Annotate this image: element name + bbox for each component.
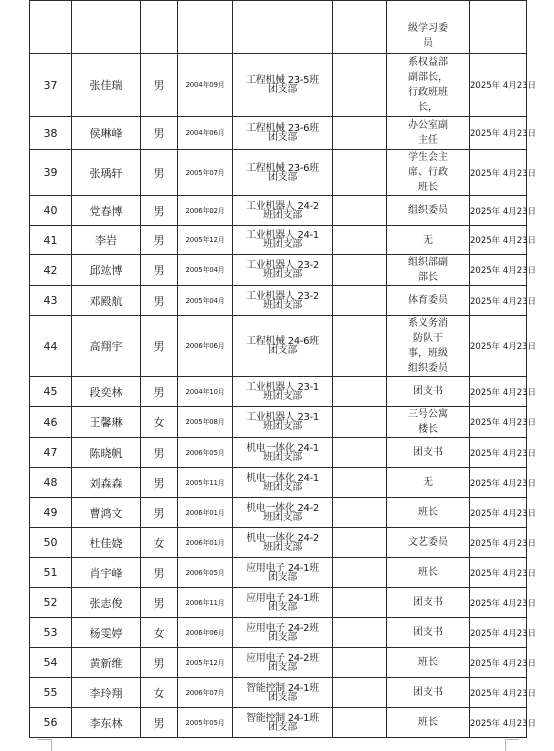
position-held <box>387 618 470 648</box>
position-line: 班长 <box>418 507 438 518</box>
league-branch-line: 团支部 <box>267 171 298 183</box>
review-date: 2025年 4月23日 <box>470 498 527 528</box>
row-number: 45 <box>30 377 72 407</box>
table-row <box>30 150 527 196</box>
league-branch <box>233 678 333 708</box>
position-held <box>387 558 470 588</box>
position-line: 文艺委员 <box>408 537 448 548</box>
crop-mark-right <box>505 739 519 740</box>
league-branch-line: 班团支部 <box>263 541 302 553</box>
league-branch <box>233 558 333 588</box>
league-branch-line: 工业机器人 24-1 <box>246 230 319 241</box>
empty-cell <box>333 316 387 377</box>
league-branch <box>233 438 333 468</box>
member-gender: 男 <box>141 316 178 377</box>
birth-month: 2005年12月 <box>178 226 233 255</box>
birth-month: 2006年06月 <box>178 316 233 377</box>
league-branch-line: 机电一体化 24-2 <box>246 532 319 544</box>
position-line: 主任 <box>418 135 438 146</box>
empty-cell <box>333 498 387 528</box>
review-date: 2025年 4月23日 <box>470 286 527 316</box>
row-number: 53 <box>30 618 72 648</box>
empty-cell <box>333 54 387 117</box>
review-date: 2025年 4月23日 <box>470 468 527 498</box>
league-branch-line: 应用电子 24-1班 <box>246 592 319 604</box>
position-line: 三号公寓 <box>408 409 448 420</box>
league-branch-line: 工业机器人 24-2 <box>246 200 319 212</box>
birth-month: 2005年07月 <box>178 150 233 196</box>
member-name: 肖宇峰 <box>72 558 141 588</box>
row-number: 37 <box>30 54 72 117</box>
review-date <box>470 1 527 54</box>
member-gender: 男 <box>141 377 178 407</box>
row-number: 49 <box>30 498 72 528</box>
league-branch <box>233 498 333 528</box>
table-row <box>30 648 527 678</box>
league-branch-line: 工程机械 24-6班 <box>246 336 319 347</box>
league-branch-line: 智能控制 24-1班 <box>246 682 319 694</box>
empty-cell <box>333 648 387 678</box>
position-line: 办公室副 <box>408 120 448 131</box>
row-number: 42 <box>30 255 72 286</box>
member-name: 张志俊 <box>72 588 141 618</box>
row-number: 39 <box>30 150 72 196</box>
table-row <box>30 407 527 438</box>
birth-month: 2006年05月 <box>178 438 233 468</box>
league-branch-line: 机电一体化 24-1 <box>246 442 319 454</box>
empty-cell <box>333 286 387 316</box>
league-branch-line: 智能控制 24-1班 <box>246 712 319 724</box>
league-branch-line: 应用电子 24-2班 <box>246 622 319 634</box>
birth-month: 2004年10月 <box>178 377 233 407</box>
position-line: 员 <box>423 38 433 49</box>
league-branch-line: 团支部 <box>267 631 298 643</box>
table-row <box>30 468 527 498</box>
position-held <box>387 150 470 196</box>
member-gender: 女 <box>141 407 178 438</box>
league-branch-line: 工程机械 23-6班 <box>246 123 319 134</box>
league-branch <box>233 1 333 54</box>
position-line: 副部长， <box>408 72 448 83</box>
league-branch-line: 团支部 <box>267 721 298 733</box>
position-line: 组织部副 <box>408 257 448 268</box>
position-line: 团支书 <box>413 386 443 397</box>
league-branch <box>233 117 333 150</box>
birth-month: 2006年06月 <box>178 618 233 648</box>
empty-cell <box>333 588 387 618</box>
member-gender: 女 <box>141 618 178 648</box>
row-number: 55 <box>30 678 72 708</box>
position-line: 无 <box>423 234 433 246</box>
member-gender: 男 <box>141 196 178 226</box>
row-number: 40 <box>30 196 72 226</box>
member-name: 李东林 <box>72 708 141 738</box>
position-line: 级学习委 <box>408 23 448 34</box>
position-held <box>387 226 470 255</box>
position-held <box>387 117 470 150</box>
position-line: 团支书 <box>413 597 443 608</box>
member-gender: 男 <box>141 150 178 196</box>
league-branch-line: 机电一体化 24-1 <box>246 472 319 484</box>
table-row <box>30 558 527 588</box>
member-name: 高翔宇 <box>72 316 141 377</box>
position-line: 组织委员 <box>408 363 448 374</box>
position-held <box>387 528 470 558</box>
crop-mark-left <box>37 739 51 740</box>
review-date: 2025年 4月23日 <box>470 558 527 588</box>
member-gender: 男 <box>141 648 178 678</box>
table-row <box>30 708 527 738</box>
empty-cell <box>333 468 387 498</box>
position-held <box>387 316 470 377</box>
member-gender <box>141 1 178 54</box>
member-gender: 男 <box>141 468 178 498</box>
birth-month: 2004年06月 <box>178 117 233 150</box>
member-gender: 男 <box>141 226 178 255</box>
table-row <box>30 498 527 528</box>
member-name: 刘森森 <box>72 468 141 498</box>
league-branch-line: 班团支部 <box>263 390 302 402</box>
league-branch <box>233 648 333 678</box>
position-held <box>387 377 470 407</box>
row-number: 52 <box>30 588 72 618</box>
row-number: 44 <box>30 316 72 377</box>
position-line: 楼长 <box>418 424 438 435</box>
review-date: 2025年 4月23日 <box>470 438 527 468</box>
member-name: 党春博 <box>72 196 141 226</box>
member-name: 王馨琳 <box>72 407 141 438</box>
row-number: 54 <box>30 648 72 678</box>
review-date: 2025年 4月23日 <box>470 54 527 117</box>
birth-month: 2005年04月 <box>178 255 233 286</box>
position-held <box>387 498 470 528</box>
table-row <box>30 678 527 708</box>
review-date: 2025年 4月23日 <box>470 648 527 678</box>
crop-mark-right-vertical <box>505 739 506 751</box>
position-held <box>387 468 470 498</box>
league-branch-line: 应用电子 24-2班 <box>246 652 319 664</box>
league-branch <box>233 618 333 648</box>
review-date: 2025年 4月23日 <box>470 708 527 738</box>
member-name: 杜佳娆 <box>72 528 141 558</box>
member-name: 张瑀轩 <box>72 150 141 196</box>
review-date: 2025年 4月23日 <box>470 588 527 618</box>
member-name: 曹鸿文 <box>72 498 141 528</box>
table-row <box>30 618 527 648</box>
table-row <box>30 117 527 150</box>
review-date: 2025年 4月23日 <box>470 377 527 407</box>
member-name: 段奕林 <box>72 377 141 407</box>
position-line: 班长 <box>418 657 438 668</box>
league-branch-line: 团支部 <box>267 84 298 95</box>
birth-month: 2006年01月 <box>178 498 233 528</box>
position-held <box>387 54 470 117</box>
empty-cell <box>333 438 387 468</box>
league-branch <box>233 528 333 558</box>
table-row <box>30 255 527 286</box>
empty-cell <box>333 678 387 708</box>
position-held <box>387 286 470 316</box>
empty-cell <box>333 377 387 407</box>
league-branch-line: 工业机器人 23-2 <box>246 260 319 271</box>
position-line: 无 <box>423 477 433 488</box>
row-number: 38 <box>30 117 72 150</box>
review-date: 2025年 4月23日 <box>470 255 527 286</box>
league-branch-line: 团支部 <box>267 345 298 356</box>
league-branch-line: 工业机器人 23-1 <box>246 412 319 423</box>
league-branch-line: 班团支部 <box>263 421 302 432</box>
position-held <box>387 1 470 54</box>
league-branch-line: 应用电子 24-1班 <box>246 562 319 574</box>
empty-cell <box>333 150 387 196</box>
league-branch-line: 班团支部 <box>263 451 302 463</box>
member-gender: 男 <box>141 54 178 117</box>
birth-month: 2006年11月 <box>178 588 233 618</box>
league-branch-line: 团支部 <box>267 571 298 583</box>
empty-cell <box>333 558 387 588</box>
table-row <box>30 377 527 407</box>
member-roster-table <box>29 0 537 738</box>
member-name <box>72 1 141 54</box>
table-row <box>30 316 527 377</box>
table-row <box>30 438 527 468</box>
league-branch-line: 工业机器人 23-2 <box>246 290 319 302</box>
row-number: 56 <box>30 708 72 738</box>
birth-month: 2006年05月 <box>178 558 233 588</box>
position-line: 学生会主 <box>408 152 448 163</box>
member-gender: 男 <box>141 558 178 588</box>
row-number: 43 <box>30 286 72 316</box>
birth-month: 2006年02月 <box>178 196 233 226</box>
league-branch-line: 团支部 <box>267 132 298 143</box>
position-line: 长， <box>418 102 438 113</box>
league-branch-line: 机电一体化 24-2 <box>246 502 319 514</box>
birth-month: 2005年12月 <box>178 648 233 678</box>
league-branch-line: 班团支部 <box>263 481 302 493</box>
position-line: 组织委员 <box>408 205 448 216</box>
table-row <box>30 528 527 558</box>
birth-month: 2006年01月 <box>178 528 233 558</box>
crop-mark-left-vertical <box>51 739 52 751</box>
empty-cell <box>333 1 387 54</box>
position-held <box>387 588 470 618</box>
member-name: 陈晓帆 <box>72 438 141 468</box>
table-row <box>30 54 527 117</box>
empty-cell <box>333 407 387 438</box>
member-gender: 男 <box>141 255 178 286</box>
row-number: 50 <box>30 528 72 558</box>
league-branch <box>233 286 333 316</box>
league-branch <box>233 226 333 255</box>
member-name: 李玲翔 <box>72 678 141 708</box>
member-gender: 男 <box>141 708 178 738</box>
member-name: 黄新维 <box>72 648 141 678</box>
birth-month: 2005年11月 <box>178 468 233 498</box>
position-line: 团支书 <box>413 447 443 458</box>
league-branch-line: 班团支部 <box>263 299 302 311</box>
birth-month <box>178 1 233 54</box>
position-line: 席、行政 <box>408 167 448 178</box>
member-gender: 男 <box>141 498 178 528</box>
birth-month: 2006年07月 <box>178 678 233 708</box>
league-branch <box>233 255 333 286</box>
position-line: 班长 <box>418 717 438 728</box>
position-line: 系权益部 <box>408 57 448 68</box>
member-name: 邱竑博 <box>72 255 141 286</box>
empty-cell <box>333 117 387 150</box>
league-branch-line: 团支部 <box>267 691 298 703</box>
position-held <box>387 708 470 738</box>
league-branch-line: 班团支部 <box>263 269 302 280</box>
table-row <box>30 1 527 54</box>
member-gender: 男 <box>141 588 178 618</box>
member-name: 李岩 <box>72 226 141 255</box>
position-line: 系义务消 <box>408 318 448 329</box>
member-gender: 男 <box>141 438 178 468</box>
member-gender: 男 <box>141 286 178 316</box>
league-branch-line: 工程机械 23-5班 <box>246 75 319 86</box>
league-branch-line: 工程机械 23-6班 <box>246 162 319 174</box>
league-branch-line: 工业机器人 23-1 <box>246 381 319 393</box>
league-branch <box>233 196 333 226</box>
league-branch <box>233 54 333 117</box>
league-branch <box>233 377 333 407</box>
review-date: 2025年 4月23日 <box>470 407 527 438</box>
birth-month: 2005年08月 <box>178 407 233 438</box>
review-date: 2025年 4月23日 <box>470 150 527 196</box>
review-date: 2025年 4月23日 <box>470 316 527 377</box>
position-held <box>387 648 470 678</box>
league-branch <box>233 588 333 618</box>
empty-cell <box>333 196 387 226</box>
review-date: 2025年 4月23日 <box>470 117 527 150</box>
position-line: 防队干 <box>413 333 443 344</box>
birth-month: 2004年09月 <box>178 54 233 117</box>
empty-cell <box>333 226 387 255</box>
league-branch-line: 团支部 <box>267 601 298 613</box>
position-line: 团支书 <box>413 687 443 698</box>
review-date: 2025年 4月23日 <box>470 678 527 708</box>
review-date: 2025年 4月23日 <box>470 226 527 255</box>
league-branch-line: 团支部 <box>267 661 298 673</box>
position-line: 事，班级 <box>408 348 448 359</box>
empty-cell <box>333 528 387 558</box>
row-number: 46 <box>30 407 72 438</box>
empty-cell <box>333 255 387 286</box>
row-number: 51 <box>30 558 72 588</box>
row-number <box>30 1 72 54</box>
position-held <box>387 678 470 708</box>
position-line: 班长 <box>418 182 438 193</box>
position-line: 体育委员 <box>408 295 448 306</box>
member-name: 杨雯婷 <box>72 618 141 648</box>
empty-cell <box>333 618 387 648</box>
position-held <box>387 407 470 438</box>
league-branch-line: 班团支部 <box>263 239 302 250</box>
review-date: 2025年 4月23日 <box>470 618 527 648</box>
member-name: 张佳瑞 <box>72 54 141 117</box>
league-branch <box>233 468 333 498</box>
league-branch <box>233 316 333 377</box>
row-number: 48 <box>30 468 72 498</box>
league-branch-line: 班团支部 <box>263 511 302 523</box>
position-line: 团支书 <box>413 627 443 638</box>
table-row <box>30 588 527 618</box>
position-held <box>387 438 470 468</box>
table-row <box>30 226 527 255</box>
member-gender: 女 <box>141 678 178 708</box>
row-number: 47 <box>30 438 72 468</box>
league-branch <box>233 407 333 438</box>
league-branch <box>233 708 333 738</box>
table-row <box>30 196 527 226</box>
league-branch-line: 班团支部 <box>263 209 302 221</box>
review-date: 2025年 4月23日 <box>470 528 527 558</box>
position-held <box>387 255 470 286</box>
empty-cell <box>333 708 387 738</box>
member-name: 侯琳峰 <box>72 117 141 150</box>
member-gender: 女 <box>141 528 178 558</box>
position-line: 班长 <box>418 567 438 578</box>
table-row <box>30 286 527 316</box>
row-number: 41 <box>30 226 72 255</box>
position-held <box>387 196 470 226</box>
birth-month: 2005年04月 <box>178 286 233 316</box>
league-branch <box>233 150 333 196</box>
birth-month: 2005年05月 <box>178 708 233 738</box>
member-name: 邓殿航 <box>72 286 141 316</box>
position-line: 部长 <box>418 272 438 283</box>
member-gender: 男 <box>141 117 178 150</box>
review-date: 2025年 4月23日 <box>470 196 527 226</box>
position-line: 行政班班 <box>408 87 448 98</box>
